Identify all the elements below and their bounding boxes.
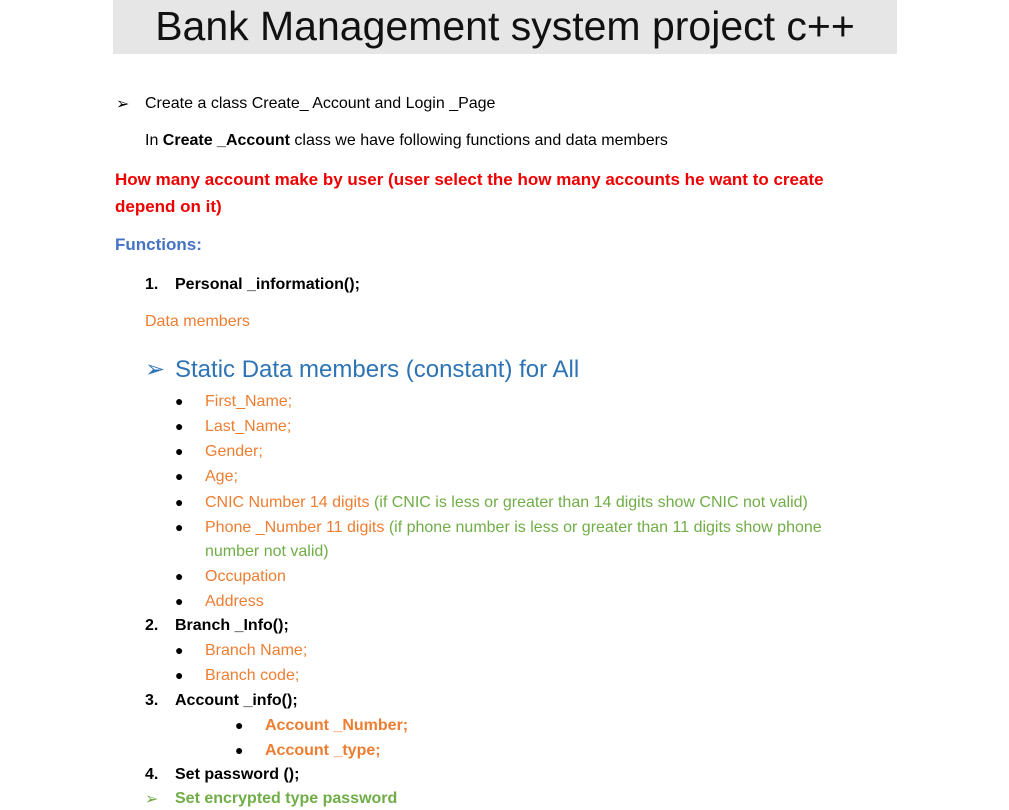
list-item: Address: [205, 593, 264, 610]
fn3-number: 3.: [145, 692, 159, 709]
intro-line-2-classname: Create _Account: [162, 132, 290, 149]
list-item: Account _type;: [265, 742, 381, 759]
list-item: [205, 493, 808, 513]
fn2-number: 2.: [145, 617, 159, 634]
list-item: Branch Name;: [205, 642, 308, 659]
bullet-dot-icon: ●: [175, 494, 184, 510]
static-heading-arrow-icon: ➢: [145, 356, 166, 383]
phone-validation-continued: number not valid): [205, 543, 329, 560]
list-item: Age;: [205, 468, 238, 485]
list-item: Branch code;: [205, 667, 300, 684]
intro-line-2-suffix: class we have following functions and data members: [289, 132, 668, 149]
intro-line-2-prefix: In: [145, 132, 163, 149]
intro-line-1: Create a class Create_ Account and Login _Page: [145, 95, 496, 112]
bullet-dot-icon: ●: [175, 593, 184, 609]
bullet-dot-icon: ●: [175, 418, 184, 434]
static-heading: Static Data members (constant) for All: [175, 356, 580, 383]
title-band: [113, 0, 897, 54]
fn1-number: 1.: [145, 276, 159, 293]
fn3-label: Account _info();: [175, 692, 298, 709]
list-item: Account _Number;: [265, 717, 409, 734]
bullet-dot-icon: ●: [175, 393, 184, 409]
fn4-label: Set password ();: [175, 766, 300, 783]
fn4-number: 4.: [145, 766, 159, 783]
intro-line-2: [145, 131, 668, 151]
bullet-dot-icon: ●: [175, 642, 184, 658]
arrow-bullet-icon: ➢: [145, 791, 159, 808]
encrypted-password-item: Set encrypted type password: [175, 790, 398, 807]
data-members-label: Data members: [145, 313, 250, 330]
bullet-dot-icon: ●: [175, 568, 184, 584]
list-item: Gender;: [205, 443, 263, 460]
fn2-label: Branch _Info();: [175, 617, 289, 634]
functions-heading: Functions:: [115, 235, 202, 254]
phone-label: Phone _Number 11 digits: [205, 519, 385, 536]
list-item: First_Name;: [205, 393, 293, 410]
bullet-dot-icon: ●: [175, 443, 184, 459]
bullet-dot-icon: ●: [175, 667, 184, 683]
user-account-note: How many account make by user (user select the how many accounts he want to create depend on it): [115, 170, 824, 216]
list-item: Last_Name;: [205, 418, 292, 435]
fn1-label: Personal _information();: [175, 276, 360, 293]
phone-validation: (if phone number is less or greater than 11 digits show phone: [384, 519, 822, 536]
cnic-label: CNIC Number 14 digits: [205, 494, 370, 511]
bullet-dot-icon: ●: [175, 468, 184, 484]
document-title: Bank Management system project c++: [155, 3, 855, 49]
list-item: [205, 518, 822, 538]
list-item: Occupation: [205, 568, 286, 585]
bullet-dot-icon: ●: [235, 742, 244, 758]
cnic-validation: (if CNIC is less or greater than 14 digits show CNIC not valid): [369, 494, 808, 511]
bullet-dot-icon: ●: [235, 717, 244, 733]
arrow-bullet-icon: ➢: [116, 96, 130, 113]
bullet-dot-icon: ●: [175, 519, 184, 535]
